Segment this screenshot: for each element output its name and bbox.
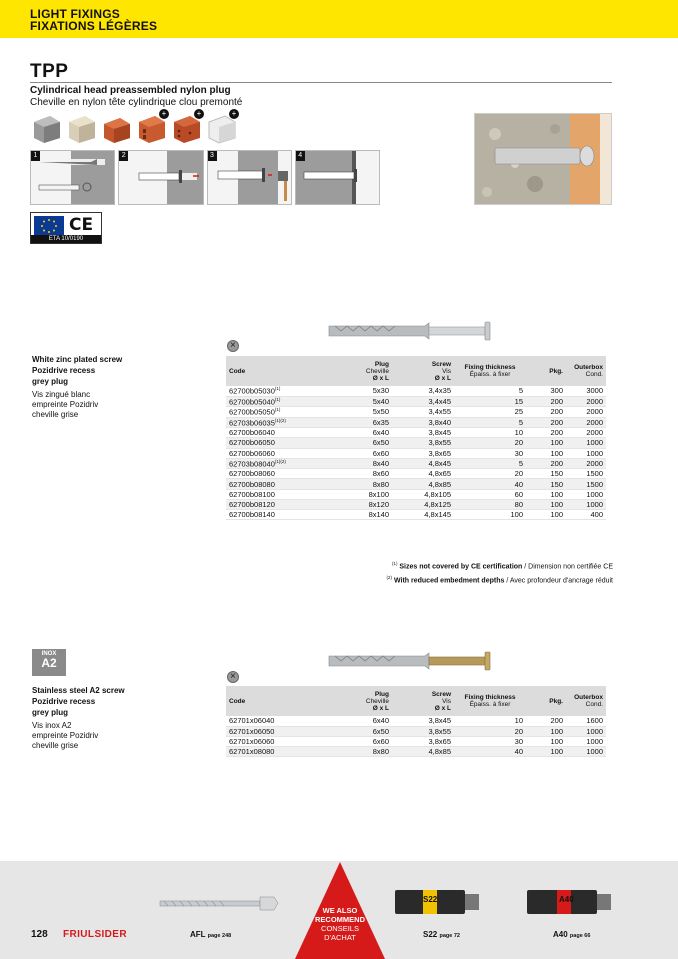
cell-pkg: 150 (526, 479, 566, 489)
desc-en-line: Pozidrive recess (32, 366, 96, 375)
cell-code: 62700b06050 (226, 438, 338, 448)
cell-plug: 8x80 (338, 747, 392, 757)
table-header-row (226, 686, 606, 716)
cell-outer: 400 (566, 510, 606, 520)
plus-badge-icon: + (159, 109, 169, 119)
cell-fix: 30 (454, 736, 526, 746)
step-number: 4 (296, 151, 305, 161)
cell-code: 62700b05040$^{(1)}$ (226, 396, 338, 407)
brand-logo: FRIULSIDER (63, 929, 127, 940)
cell-outer: 1000 (566, 736, 606, 746)
cell-pkg: 100 (526, 747, 566, 757)
cell-plug: 5x30 (338, 386, 392, 396)
step-number: 3 (208, 151, 217, 161)
cell-code: 62700b05050$^{(1)}$ (226, 407, 338, 418)
cell-pkg: 100 (526, 510, 566, 520)
table-row (226, 407, 606, 418)
cell-screw: 4,8x125 (392, 499, 454, 509)
perforated-brick-icon (170, 109, 202, 144)
col-screw: Screw Vis Ø x L (392, 686, 454, 716)
cell-screw: 3,4x35 (392, 386, 454, 396)
cell-fix: 10 (454, 428, 526, 438)
table-row (226, 448, 606, 458)
solid-brick-icon (100, 112, 132, 144)
plus-badge-icon: + (194, 109, 204, 119)
cell-pkg: 300 (526, 386, 566, 396)
desc-fr-line: Vis zingué blanc (32, 390, 91, 399)
col-plug: Plug Cheville Ø x L (338, 356, 392, 386)
cell-fix: 20 (454, 438, 526, 448)
cell-pkg: 100 (526, 489, 566, 499)
cell-plug: 8x120 (338, 499, 392, 509)
cell-fix: 30 (454, 448, 526, 458)
header-title-en: LIGHT FIXINGS (30, 7, 120, 21)
col-code: Code (226, 356, 338, 386)
concrete-icon (30, 112, 62, 144)
cell-screw: 4,8x65 (392, 469, 454, 479)
desc-fr-line: empreinte Pozidriv (32, 400, 99, 409)
cell-outer: 1000 (566, 726, 606, 736)
footnote-1: $^{(1)}$ Sizes not covered by CE certification / Dimension non certifiée CE (391, 561, 613, 571)
cell-outer: 2000 (566, 407, 606, 418)
cell-screw: 3,8x65 (392, 448, 454, 458)
cell-fix: 60 (454, 489, 526, 499)
cell-pkg: 100 (526, 438, 566, 448)
eta-label: ETA 10/0190 (31, 235, 101, 243)
table-footnotes (330, 558, 613, 587)
cell-fix: 20 (454, 469, 526, 479)
cell-code: 62700b06040 (226, 428, 338, 438)
s22-cartridge-label: S22 (423, 895, 438, 904)
pozidriv-head-icon (227, 340, 239, 352)
table-row (226, 489, 606, 499)
cell-plug: 6x50 (338, 726, 392, 736)
table-row (226, 469, 606, 479)
cell-fix: 5 (454, 386, 526, 396)
cell-code: 62701x06060 (226, 736, 338, 746)
cell-fix: 25 (454, 407, 526, 418)
application-photo (474, 113, 612, 205)
desc-fr-line: cheville grise (32, 410, 79, 419)
table-row (226, 396, 606, 407)
inox-a2-badge: INOX A2 (32, 649, 66, 676)
cell-plug: 6x40 (338, 428, 392, 438)
section2-description (32, 685, 152, 751)
cell-pkg: 200 (526, 458, 566, 469)
step-drill (30, 150, 115, 205)
product-subtitle-fr: Cheville en nylon tête cylindrique clou premonté (30, 97, 243, 108)
cell-plug: 6x50 (338, 438, 392, 448)
insert-icon (119, 151, 203, 204)
cell-code: 62700b08100 (226, 489, 338, 499)
cell-screw: 3,4x55 (392, 407, 454, 418)
cell-outer: 2000 (566, 417, 606, 428)
table-row (226, 428, 606, 438)
hollow-brick-icon (135, 109, 167, 144)
col-plug: Plug Cheville Ø x L (338, 686, 392, 716)
col-outerbox: Outerbox Cond. (566, 686, 606, 716)
desc-fr-block (32, 390, 152, 420)
cell-code: 62700b06060 (226, 448, 338, 458)
cell-screw: 3,8x65 (392, 736, 454, 746)
step-hammer (207, 150, 292, 205)
footnote-2: $^{(2)}$ With reduced embedment depths / Avec profondeur d'ancrage réduit (386, 575, 613, 585)
footer-ref-a40[interactable]: A40 page 66 (553, 930, 591, 939)
section2-table (226, 686, 606, 757)
footer-ref-afl[interactable]: AFL page 248 (190, 930, 232, 939)
cell-outer: 1000 (566, 438, 606, 448)
desc-en-line: Stainless steel A2 screw (32, 686, 125, 695)
col-fixing-thickness: Fixing thickness Épaiss. à fixer (454, 356, 526, 386)
table-row (226, 499, 606, 509)
desc-en-line: grey plug (32, 708, 69, 717)
cell-fix: 80 (454, 499, 526, 509)
col-screw: Screw Vis Ø x L (392, 356, 454, 386)
desc-en-line: Pozidrive recess (32, 697, 96, 706)
footer-ref-s22[interactable]: S22 page 72 (423, 930, 460, 939)
cell-screw: 3,4x45 (392, 396, 454, 407)
cell-plug: 8x60 (338, 469, 392, 479)
cell-code: 62701x08080 (226, 747, 338, 757)
cell-outer: 1000 (566, 489, 606, 499)
col-pkg: Pkg. (526, 686, 566, 716)
cell-fix: 40 (454, 479, 526, 489)
title-divider (30, 82, 612, 83)
section-header-bar (0, 0, 678, 38)
cell-outer: 1000 (566, 747, 606, 757)
product-title: TPP (30, 61, 69, 82)
page-number: 128 (31, 929, 48, 940)
cell-outer: 1600 (566, 716, 606, 726)
section1-description (32, 354, 152, 420)
cell-screw: 4,8x105 (392, 489, 454, 499)
pozidriv-head-icon (227, 671, 239, 683)
cell-outer: 2000 (566, 458, 606, 469)
plug-screw-illustration-white (325, 320, 505, 342)
step-clean (118, 150, 203, 205)
col-pkg: Pkg. (526, 356, 566, 386)
section1-table (226, 356, 606, 520)
table-row (226, 438, 606, 448)
cell-code: 62700b05030$^{(1)}$ (226, 386, 338, 396)
cell-pkg: 200 (526, 716, 566, 726)
a40-cartridge-label: A40 (559, 895, 574, 904)
table-row (226, 716, 606, 726)
table-row (226, 726, 606, 736)
desc-en-line: White zinc plated screw (32, 355, 123, 364)
cell-plug: 6x60 (338, 448, 392, 458)
cell-plug: 8x80 (338, 479, 392, 489)
cell-code: 62700b08120 (226, 499, 338, 509)
drill-icon (31, 151, 115, 204)
header-title-fr: FIXATIONS LÉGÈRES (30, 19, 158, 33)
table-row (226, 386, 606, 396)
cell-outer: 2000 (566, 396, 606, 407)
table-row (226, 510, 606, 520)
cell-pkg: 100 (526, 448, 566, 458)
cell-outer: 3000 (566, 386, 606, 396)
cell-plug: 6x35 (338, 417, 392, 428)
s22-cartridge-image (395, 884, 483, 920)
cell-fix: 40 (454, 747, 526, 757)
cell-code: 62700b08140 (226, 510, 338, 520)
ce-mark: CE (69, 215, 94, 235)
cell-code: $62703b08040^{(1)(2)}$ (226, 458, 338, 469)
base-material-icons (30, 109, 260, 144)
cell-screw: 3,8x40 (392, 417, 454, 428)
cell-pkg: 200 (526, 407, 566, 418)
cell-pkg: 150 (526, 469, 566, 479)
desc-fr-line: Vis inox A2 (32, 721, 72, 730)
cell-screw: 4,8x85 (392, 747, 454, 757)
cell-fix: 10 (454, 716, 526, 726)
cell-plug: 8x100 (338, 489, 392, 499)
fixed-plug-icon (296, 151, 380, 204)
col-fixing-thickness: Fixing thickness Épaiss. à fixer (454, 686, 526, 716)
cell-screw: 3,8x55 (392, 438, 454, 448)
cell-plug: 6x60 (338, 736, 392, 746)
cell-screw: 4,8x45 (392, 458, 454, 469)
cell-fix: 100 (454, 510, 526, 520)
table-row (226, 417, 606, 428)
step-number: 1 (31, 151, 40, 161)
recommend-label: WE ALSO RECOMMEND CONSEILS D'ACHAT (315, 906, 365, 942)
desc-fr-line: empreinte Pozidriv (32, 731, 99, 740)
cell-fix: 15 (454, 396, 526, 407)
table-row (226, 736, 606, 746)
cell-pkg: 200 (526, 417, 566, 428)
cell-plug: 5x50 (338, 407, 392, 418)
cell-outer: 1000 (566, 448, 606, 458)
col-code: Code (226, 686, 338, 716)
cell-code: 62701x06040 (226, 716, 338, 726)
stone-icon (65, 112, 97, 144)
cell-outer: 1500 (566, 479, 606, 489)
cell-pkg: 100 (526, 736, 566, 746)
cell-code: 62700b08080 (226, 479, 338, 489)
cell-plug: 8x140 (338, 510, 392, 520)
table-row (226, 747, 606, 757)
cell-outer: 1000 (566, 499, 606, 509)
cell-pkg: 100 (526, 499, 566, 509)
afl-screw-image (150, 892, 290, 916)
cell-code: $62703b06035^{(1)(2)}$ (226, 417, 338, 428)
cell-pkg: 100 (526, 726, 566, 736)
table-header-row (226, 356, 606, 386)
col-outerbox: Outerbox Cond. (566, 356, 606, 386)
cell-fix: 5 (454, 417, 526, 428)
step-fixed (295, 150, 380, 205)
cell-outer: 1500 (566, 469, 606, 479)
cell-screw: 4,8x145 (392, 510, 454, 520)
cell-screw: 4,8x85 (392, 479, 454, 489)
table-row (226, 479, 606, 489)
cell-plug: 5x40 (338, 396, 392, 407)
step-number: 2 (119, 151, 128, 161)
desc-fr-line: cheville grise (32, 741, 79, 750)
cell-screw: 3,8x45 (392, 716, 454, 726)
eu-flag-icon (34, 216, 64, 236)
cell-plug: 8x40 (338, 458, 392, 469)
cell-pkg: 200 (526, 396, 566, 407)
cell-fix: 20 (454, 726, 526, 736)
cell-screw: 3,8x55 (392, 726, 454, 736)
ce-certification-badge (30, 212, 102, 244)
plasterboard-icon (205, 109, 237, 144)
desc-fr-block (32, 721, 152, 751)
cell-plug: 6x40 (338, 716, 392, 726)
table-row (226, 458, 606, 469)
cell-code: 62701x06050 (226, 726, 338, 736)
product-subtitle-en: Cylindrical head preassembled nylon plug (30, 85, 231, 96)
plug-screw-illustration-inox (325, 650, 505, 672)
installation-steps (30, 150, 380, 205)
cell-code: 62700b08060 (226, 469, 338, 479)
cell-pkg: 200 (526, 428, 566, 438)
plus-badge-icon: + (229, 109, 239, 119)
cell-fix: 5 (454, 458, 526, 469)
desc-en-line: grey plug (32, 377, 69, 386)
cell-outer: 2000 (566, 428, 606, 438)
hammer-icon (208, 151, 292, 204)
cell-screw: 3,8x45 (392, 428, 454, 438)
